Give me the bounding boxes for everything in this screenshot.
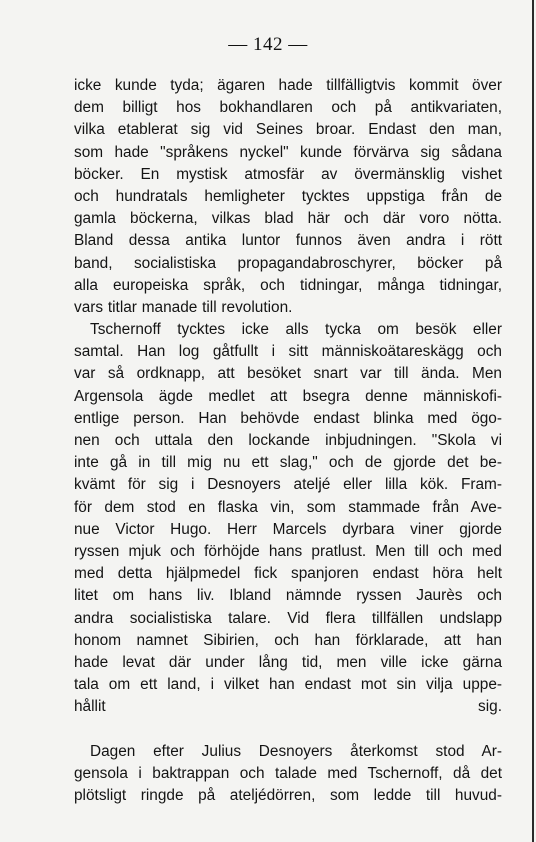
text-line: Tschernoff tycktes icke alls tycka om besök eller: [90, 321, 502, 339]
text-line: nen och uttala den lockande inbjudningen. "Skola vi: [74, 432, 502, 449]
text-line: Dagen efter Julius Desnoyers återkomst stod Ar-: [90, 742, 502, 760]
text-line: tala om ett land, i vilket han endast mot sin vilja uppe-: [74, 676, 502, 694]
paragraph: [74, 319, 502, 741]
text-line: som hade "språkens nyckel" kunde förvärva sig sådana: [74, 143, 502, 161]
text-line: kvämt för sig i Desnoyers ateljé eller lilla kök. Fram-: [74, 476, 502, 494]
text-line: [74, 718, 502, 740]
text-line: Argensola ägde medlet att bsegra denne människofi-: [74, 387, 502, 405]
text-line: icke kunde tyda; ägaren hade tillfälligtvis kommit över: [74, 77, 502, 94]
text-line: samtal. Han log gåtfullt i sitt människoätareskägg och: [74, 343, 502, 361]
text-line: var så ordknapp, att besöket snart var till ända. Men: [74, 365, 502, 383]
text-line: plötsligt ringde på ateljédörren, som ledde till huvud-: [74, 787, 502, 804]
page-number: — 142 —: [228, 34, 308, 55]
text-line: honom namnet Sibirien, och han förklarade, att han: [74, 631, 502, 649]
text-line: band, socialistiska propagandabroschyrer, böcker på: [74, 254, 502, 272]
text-line: gamla böckerna, vilkas blad här och där voro nötta.: [74, 210, 502, 228]
text-line: dem billigt hos bokhandlaren och på antikvariaten,: [74, 99, 502, 117]
text-line: ryssen mjuk och förhöjde hans pratlust. Men till och med: [74, 542, 502, 560]
paragraph: [74, 741, 502, 808]
text-line: nue Victor Hugo. Herr Marcels dyrbara viner gjorde: [74, 520, 502, 538]
text-line: alla europeiska språk, och tidningar, många tidningar,: [74, 276, 502, 294]
text-line: entlige person. Han behövde endast blinka med ögo-: [74, 409, 502, 427]
text-line: litet om hans liv. Ibland nämnde ryssen Jaurès och: [74, 587, 502, 605]
text-line: inte gå in till mig nu ett slag," och de gjorde det be-: [74, 454, 502, 472]
text-line: Bland dessa antika luntor funnos även andra i rött: [74, 232, 502, 250]
paragraph: [74, 75, 502, 319]
text-line: gensola i baktrappan och talade med Tschernoff, då det: [74, 764, 502, 782]
text-line: och hundratals hemligheter tycktes uppstiga från de: [74, 187, 502, 205]
text-line: för dem stod en flaska vin, som stammade från Ave-: [74, 498, 502, 516]
page-edge-shadow: [532, 0, 534, 842]
text-line: vilka etablerat sig vid Seines broar. Endast den man,: [74, 121, 502, 139]
text-line: med detta hjälpmedel fick spanjoren endast höra helt: [74, 565, 502, 583]
text-line: böcker. En mystisk atmosfär av övermänsklig vishet: [74, 165, 502, 183]
text-line: andra socialistiska talare. Vid flera tillfällen undslapp: [74, 609, 502, 627]
text-line: hållit sig.: [74, 698, 502, 716]
body-text: [74, 75, 502, 807]
text-line: hade levat där under lång tid, men ville icke gärna: [74, 653, 502, 671]
text-line: vars titlar manade till revolution.: [74, 298, 293, 316]
